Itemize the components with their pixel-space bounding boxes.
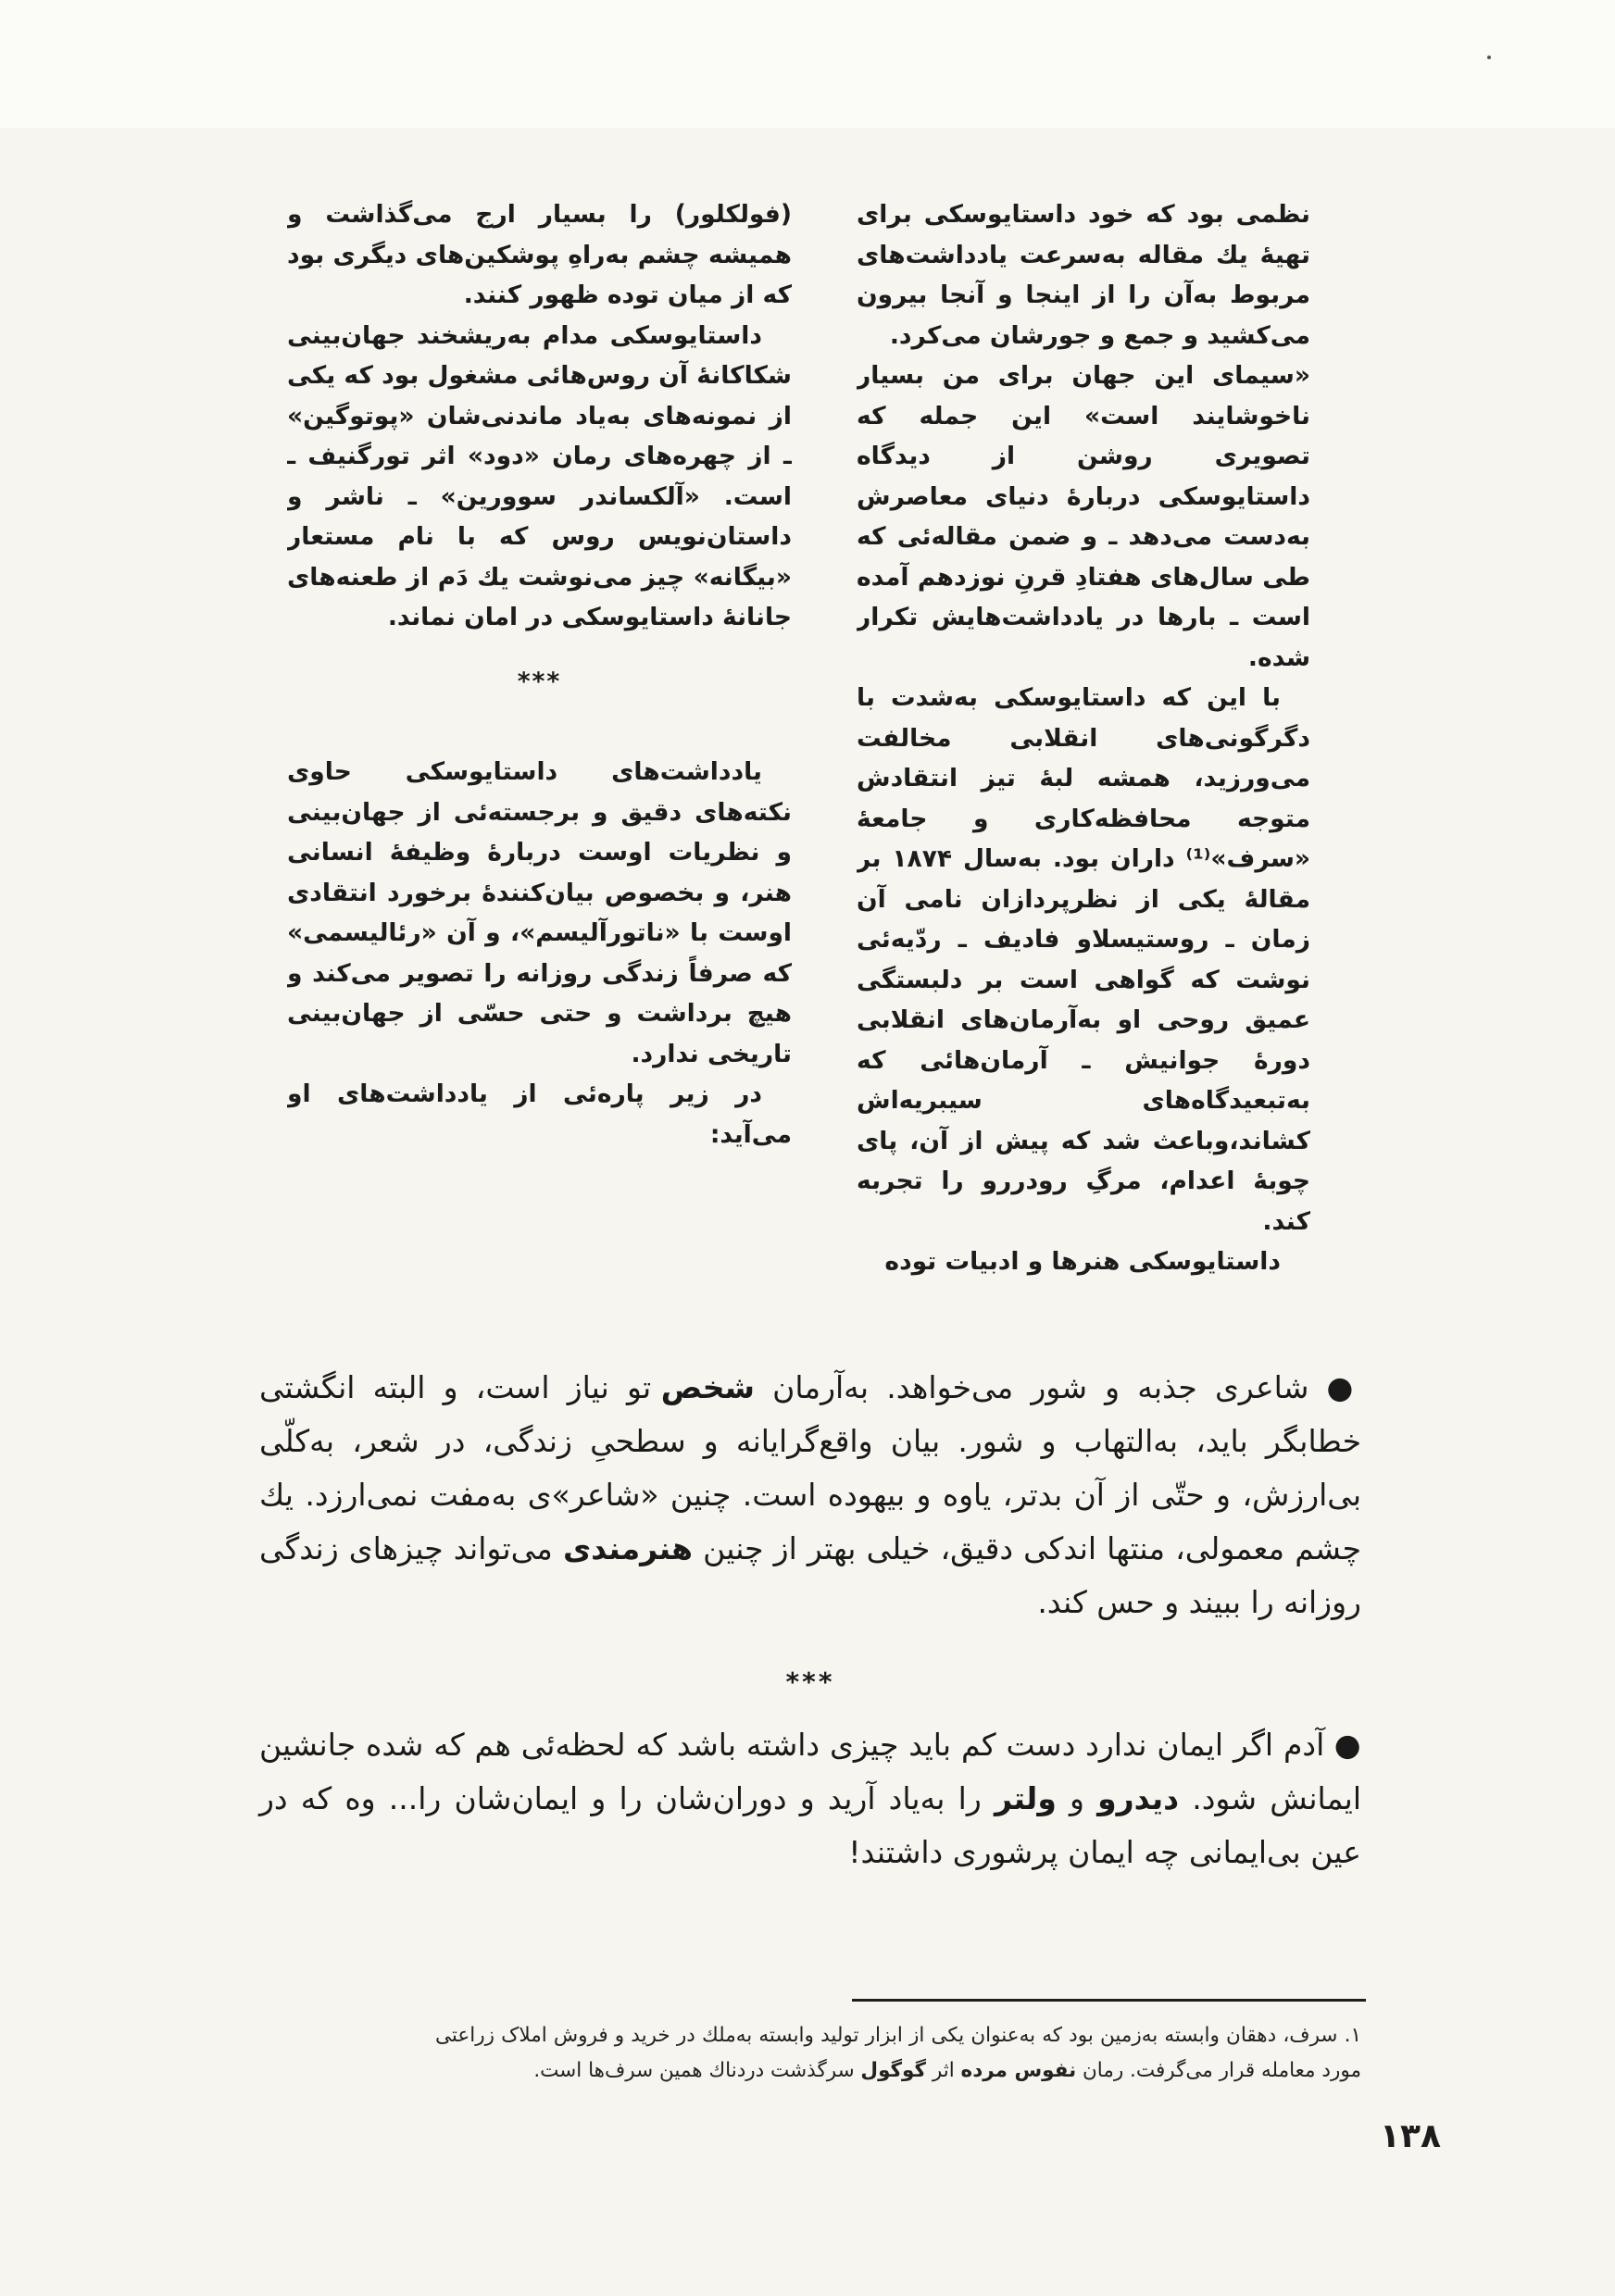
quote-2	[259, 1718, 1361, 1879]
left-paragraph-4: در زیر پاره‌ئی از یادداشت‌های او می‌آید:	[287, 1079, 792, 1149]
right-paragraph-4: داستایوسکی هنرها و ادبیات توده	[884, 1247, 1281, 1276]
scan-mark	[1487, 56, 1491, 59]
footnote	[435, 2018, 1361, 2089]
footnote-bold-a: نفوس مرده	[960, 2059, 1077, 2082]
quote-1	[259, 1361, 1361, 1629]
quote-2-text-a: آدم اگر ایمان ندارد دست کم باید چیزی داشته باشد که لحظه‌ئی هم که شده جانشین ایمانش شود.	[259, 1727, 1361, 1816]
footnote-bold-b: گوگول	[860, 2059, 927, 2082]
right-column	[857, 194, 1310, 1324]
quote-1-text-a: شاعری جذبه و شور می‌خواهد. به‌آرمان	[754, 1369, 1327, 1405]
bullet-icon: ●	[1333, 1727, 1361, 1763]
quote-2-text-b: و	[1056, 1780, 1098, 1816]
page-number: ۱۳۸	[1380, 2117, 1441, 2155]
section-separator: ***	[517, 667, 562, 696]
footnote-text-c: سرگذشت دردناك همین سرف‌ها است.	[533, 2059, 861, 2082]
quote-2-bold-b: ولتر	[994, 1780, 1057, 1816]
right-paragraph-2: «سیمای این جهان برای من بسیار ناخوشایند است» این جمله که تصویری روشن از دیدگاه داستایوسکی دربارهٔ دنیای معاصرش به‌دست می‌دهد ـ و ضمن مقاله‌ئی که طی سال‌های هفتادِ قرنِ نوزدهم آمده است ـ بارها در یادداشت‌هایش تکرار شده.	[857, 361, 1310, 672]
quote-2-text-c: را به‌یاد آرید و دوران‌شان را و ایمان‌شان را... وه که در عین بی‌ایمانی چه ایمان پرشوری داشتند!	[259, 1780, 1361, 1870]
right-paragraph-3: با این که داستایوسکی به‌شدت با دگرگونی‌های انقلابی مخالفت می‌ورزید، همشه لبهٔ تیز انتقادش متوجه محافظه‌کاری و جامعهٔ «سرف»⁽¹⁾ داران بود. به‌سال ۱۸۷۴ بر مقالهٔ یکی از نظرپردازان نامی آن زمان ـ روستیسلاو فادیف ـ ردّیه‌ئی نوشت که گواهی است بر دلبستگی عمیق روحی او به‌آرمان‌های انقلابی دورهٔ جوانیش ـ آرمان‌هائی که به‌تبعیدگاه‌های سیبریه‌اش کشاند،وباعث شد که پیش از آن، پای چوبهٔ اعدام، مرگِ رودررو را تجربه کند.	[857, 683, 1310, 1236]
footnote-text-b: اثر	[926, 2059, 961, 2082]
bullet-icon: ●	[1326, 1369, 1361, 1405]
left-column	[287, 194, 792, 1324]
footnote-text	[435, 2018, 1361, 2089]
left-paragraph-1: (فولکلور) را بسیار ارج می‌گذاشت و همیشه چشم به‌راهِ پوشکین‌های دیگری بود که از میان توده ظهور کنند.	[287, 200, 792, 309]
quote-1-text-b: تو نیاز است، و البته انگشتی خطابگر باید، به‌التهاب و شور. بیان واقع‌گرایانه و سطحیِ زندگی، در شعر، به‌کلّی بی‌ارزش، و حتّی از آن بدتر، یاوه و بیهوده است. چنین «شاعر»ی به‌مفت نمی‌ارزد. یك چشم معمولی، منتها اندکی دقیق، خیلی بهتر از چنین	[259, 1369, 1361, 1566]
page-top-band	[0, 0, 1615, 128]
quote-2-bold-a: دیدرو	[1097, 1780, 1180, 1816]
quote-1-bold-b: هنرمندی	[562, 1530, 694, 1566]
quote-separator: ***	[785, 1666, 835, 1697]
footnote-text-a: ۱. سرف، دهقان وابسته به‌زمین بود که به‌عنوان یکی از ابزار تولید وابسته به‌ملك در خرید و فروش املاک زراعتی مورد معامله قرار می‌گرفت. رمان	[435, 2024, 1361, 2082]
left-paragraph-2: داستایوسکی مدام به‌ریشخند جهان‌بینی شکاکانهٔ آن روس‌هائی مشغول بود که یکی از نمونه‌های به‌یاد ماندنی‌شان «پوتوگین» ـ از چهره‌های رمان «دود» اثر تورگنیف ـ است. «آلکساندر سوورین» ـ ناشر و داستان‌نویس روس که با نام مستعار «بیگانه» چیز می‌نوشت یك دَم از طعنه‌های جانانهٔ داستایوسکی در امان نماند.	[287, 320, 792, 631]
right-paragraph-1: نظمی بود که خود داستایوسکی برای تهیهٔ یك مقاله به‌سرعت یادداشت‌های مربوط به‌آن را از اینجا و آنجا بیرون می‌کشید و جمع و جورشان می‌کرد.	[857, 200, 1310, 350]
quote-1-text-c: می‌تواند چیزهای زندگی روزانه را ببیند و حس کند.	[259, 1530, 1361, 1620]
footnote-rule	[852, 1999, 1366, 2002]
left-paragraph-3: یادداشت‌های داستایوسکی حاوی نکته‌های دقیق و برجسته‌ئی از جهان‌بینی و نظریات اوست دربارهٔ وظیفهٔ انسانی هنر، و بخصوص بیان‌کنندهٔ برخورد انتقادی اوست با «ناتورآلیسم»، و آن «رئالیسمی» که صرفاً زندگی روزانه را تصویر می‌کند و هیچ برداشت و حتی حسّی از جهان‌بینی تاریخی ندارد.	[287, 757, 792, 1068]
quotations-block	[259, 1361, 1361, 1879]
quote-1-bold-a: شخص	[660, 1369, 755, 1405]
